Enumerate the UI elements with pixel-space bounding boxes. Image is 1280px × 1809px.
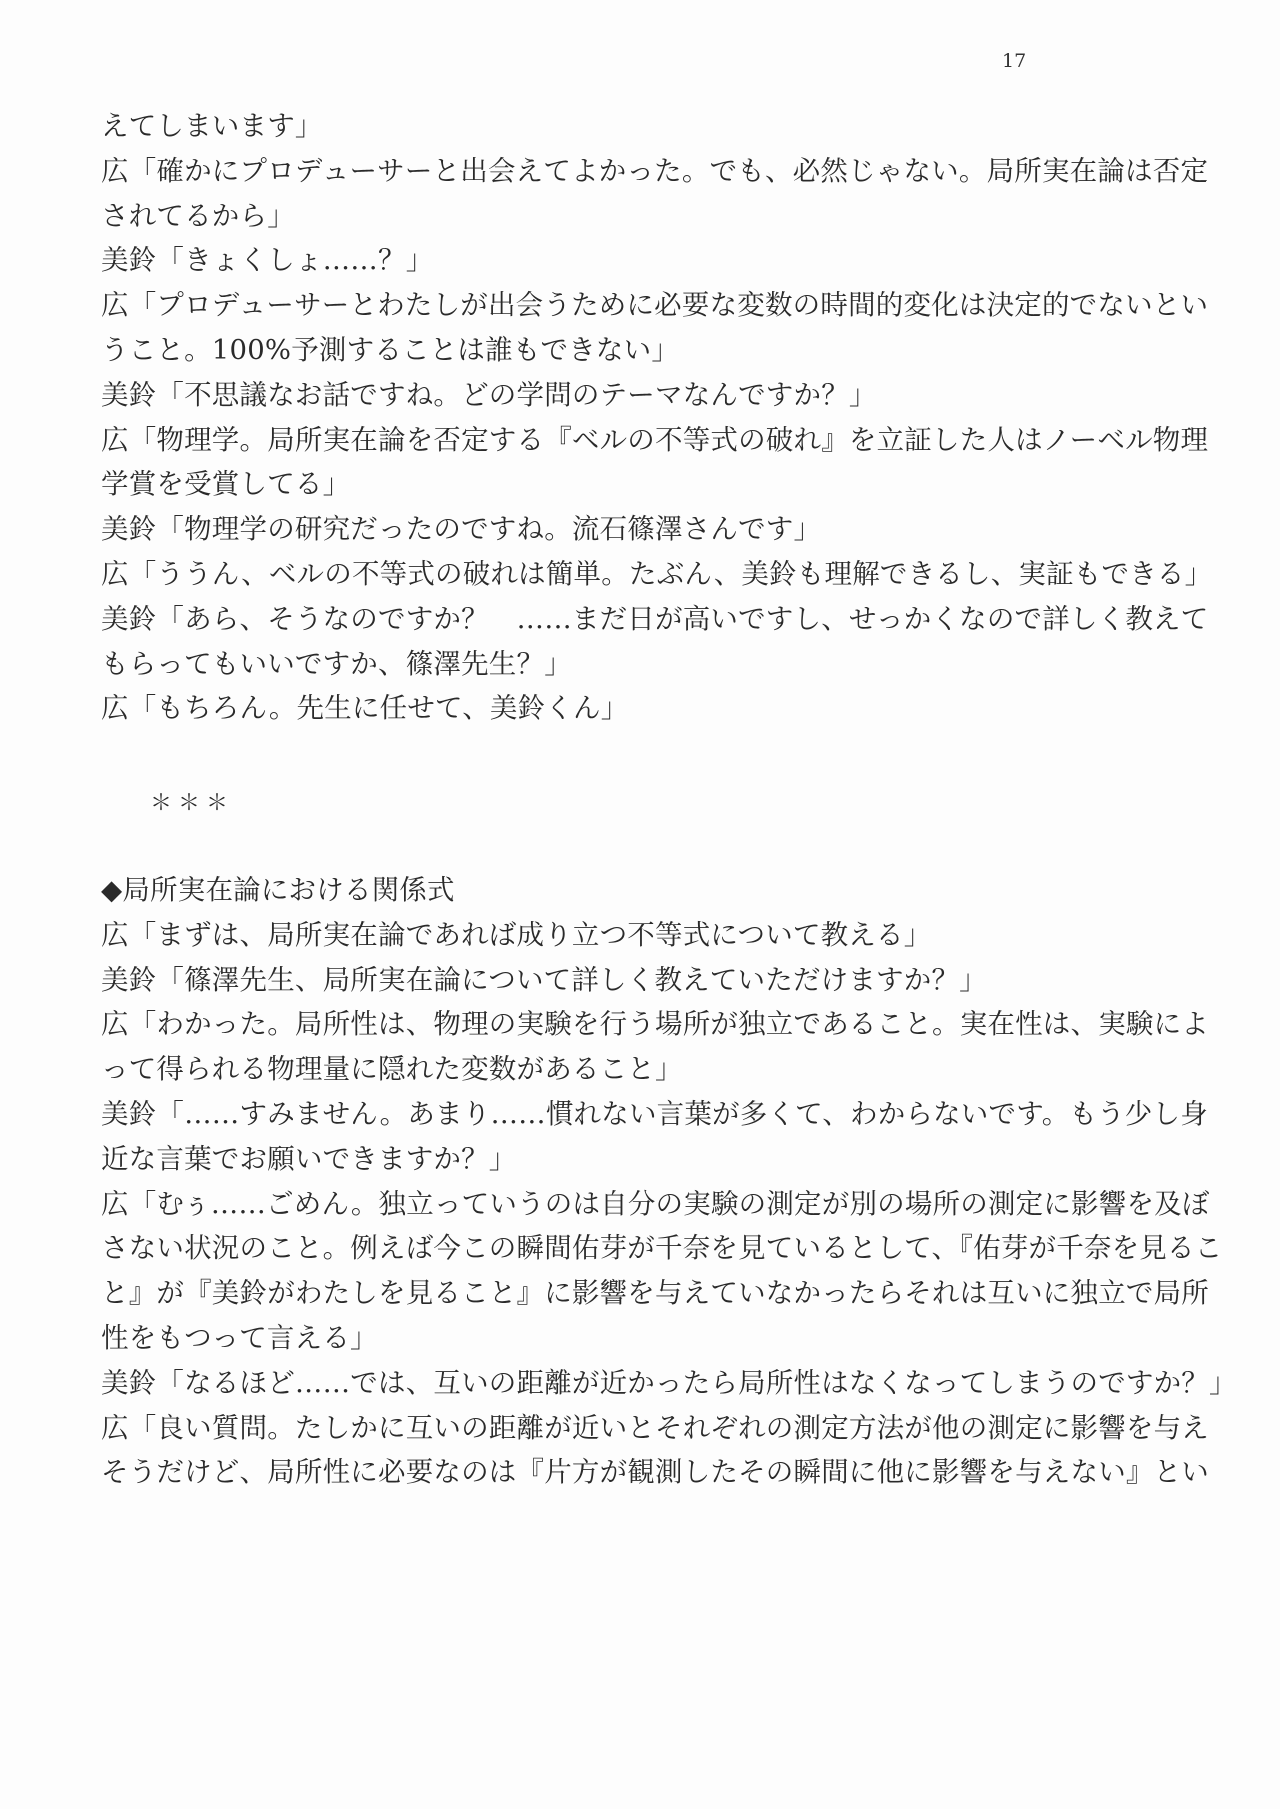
dialogue-section-1 [101, 104, 1213, 731]
text-line: 広「プロデューサーとわたしが出会うために必要な変数の時間的変化は決定的でないとい [101, 289, 1209, 322]
text-line: うこと。100%予測することは誰もできない」 [101, 333, 680, 366]
text-line: されてるから」 [101, 199, 295, 232]
text-line: えてしまいます」 [101, 110, 323, 142]
text-line: 美鈴「篠澤先生、局所実在論について詳しく教えていただけますか？」 [101, 963, 987, 996]
text-line: 美鈴「きょくしょ……？」 [101, 244, 434, 277]
scene-separator: ＊＊＊ [150, 791, 235, 816]
text-line: そうだけど、局所性に必要なのは『片方が観測したその瞬間に他に影響を与えない』とい [101, 1456, 1209, 1489]
text-line: 美鈴「なるほど……では、互いの距離が近かったら局所性はなくなってしまうのですか？」 [101, 1366, 1237, 1399]
text-line: 広「もちろん。先生に任せて、美鈴くん」 [101, 692, 629, 725]
text-line: 近な言葉でお願いできますか？」 [101, 1142, 517, 1175]
text-line: と』が『美鈴がわたしを見ること』に影響を与えていなかったらそれは互いに独立で局所 [101, 1277, 1209, 1310]
text-line: 性をもつって言える」 [101, 1321, 378, 1354]
dialogue-section-2 [101, 868, 1237, 1495]
section-heading: ◆局所実在論における関係式 [101, 874, 455, 906]
page-number: 17 [1002, 50, 1027, 72]
text-line: 学賞を受賞してる」 [101, 468, 351, 501]
text-line: 広「良い質問。たしかに互いの距離が近いとそれぞれの測定方法が他の測定に影響を与え [101, 1411, 1209, 1444]
text-line: 美鈴「あら、そうなのですか？ ……まだ日が高いですし、せっかくなので詳しく教えて [101, 602, 1209, 635]
text-line: もらってもいいですか、篠澤先生？」 [101, 647, 572, 680]
text-line: 美鈴「不思議なお話ですね。どの学問のテーマなんですか？」 [101, 378, 877, 411]
text-line: 広「まずは、局所実在論であれば成り立つ不等式について教える」 [101, 918, 932, 951]
text-line: 広「むぅ……ごめん。独立っていうのは自分の実験の測定が別の場所の測定に影響を及ぼ [101, 1187, 1210, 1220]
text-line: 美鈴「……すみません。あまり……慣れない言葉が多くて、わからないです。もう少し身 [101, 1097, 1208, 1130]
text-line: 広「確かにプロデューサーと出会えてよかった。でも、必然じゃない。局所実在論は否定 [101, 154, 1209, 187]
text-line: 広「わかった。局所性は、物理の実験を行う場所が独立であること。実在性は、実験によ [101, 1008, 1209, 1041]
text-line: 広「ううん、ベルの不等式の破れは簡単。たぶん、美鈴も理解できるし、実証もできる」 [101, 557, 1213, 590]
text-line: 美鈴「物理学の研究だったのですね。流石篠澤さんです」 [101, 513, 822, 546]
text-line: 広「物理学。局所実在論を否定する『ベルの不等式の破れ』を立証した人はノーベル物理 [101, 423, 1209, 456]
text-line: さない状況のこと。例えば今この瞬間佑芽が千奈を見ているとして、『佑芽が千奈を見るこ [101, 1232, 1223, 1265]
text-line: って得られる物理量に隠れた変数があること」 [101, 1053, 683, 1086]
